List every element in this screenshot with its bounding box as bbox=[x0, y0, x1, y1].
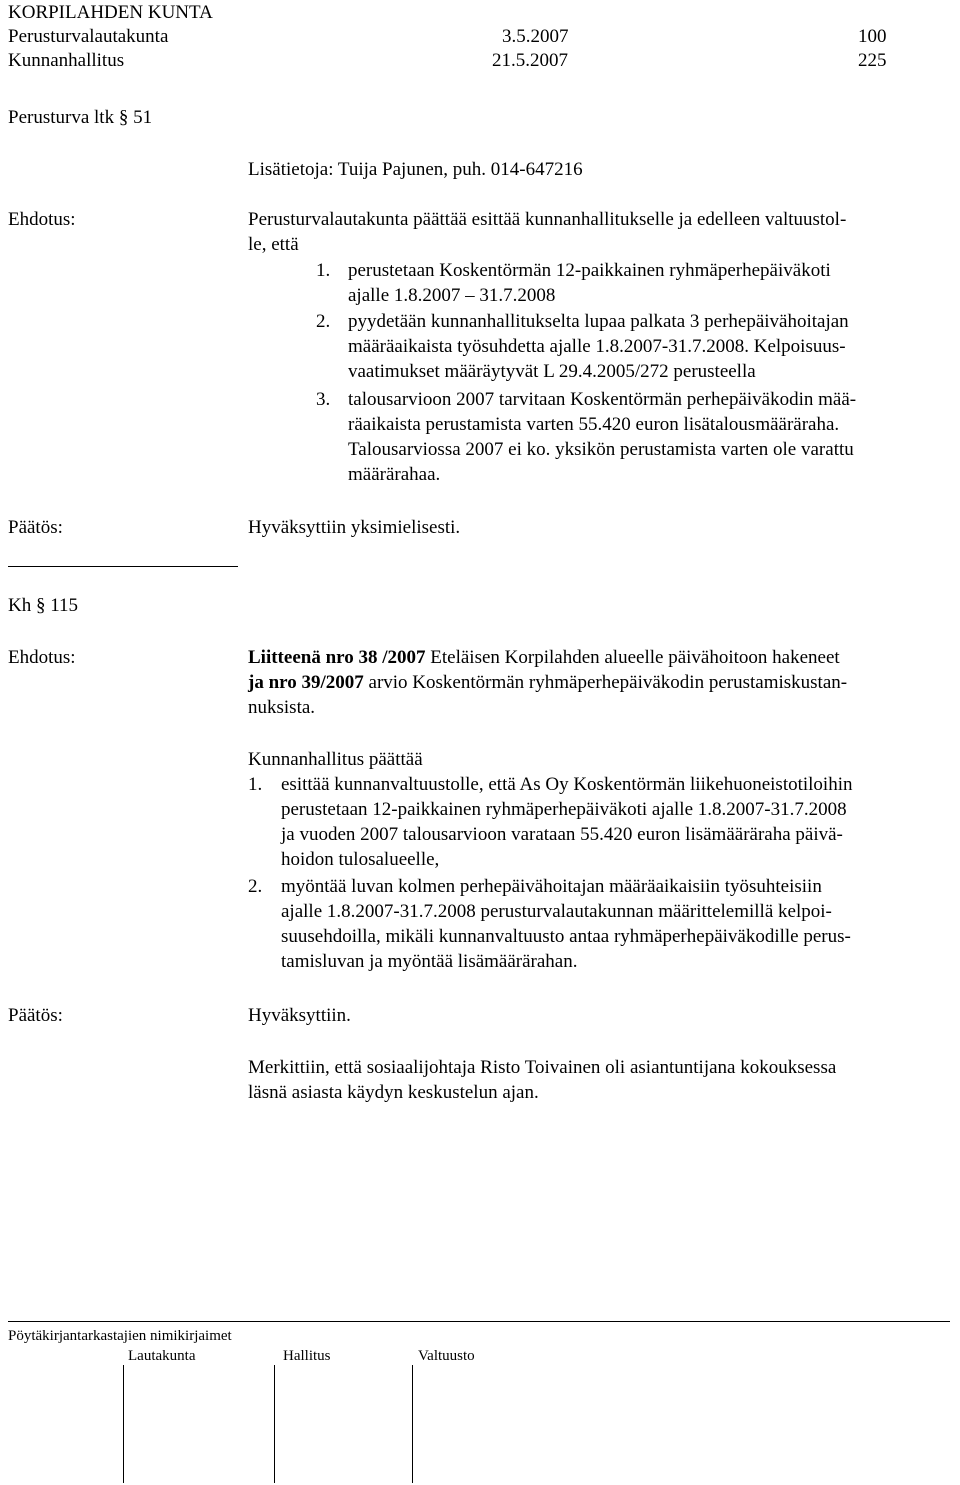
header-page-2: 225 bbox=[858, 50, 887, 71]
item-line: määräaikaista työsuhdetta ajalle 1.8.2007-31.7.2008. Kelpoisuus- bbox=[348, 336, 846, 357]
header-date-1: 3.5.2007 bbox=[502, 26, 569, 47]
item-line: ajalle 1.8.2007 – 31.7.2008 bbox=[348, 285, 556, 306]
item-line: hoidon tulosalueelle, bbox=[281, 849, 440, 870]
section2-attachment-line1 bbox=[248, 645, 840, 670]
section1-proposal-label: Ehdotus: bbox=[8, 209, 76, 230]
section2-attachment-line3: nuksista. bbox=[248, 697, 316, 718]
attachment-text: Eteläisen Korpilahden alueelle päivähoitoon hakeneet bbox=[425, 647, 840, 668]
section2-note-line1: Merkittiin, että sosiaalijohtaja Risto Toivainen oli asiantuntijana kokouksessa bbox=[248, 1057, 837, 1078]
header-body-1: Perusturvalautakunta bbox=[8, 26, 169, 47]
section1-decision-label: Päätös: bbox=[8, 517, 63, 538]
footer-col-lautakunta: Lautakunta bbox=[128, 1348, 196, 1364]
section2-decides-heading: Kunnanhallitus päättää bbox=[248, 749, 423, 770]
section2-proposal-label: Ehdotus: bbox=[8, 647, 76, 668]
attachment-ref-38: Liitteenä nro 38 /2007 bbox=[248, 647, 426, 668]
section2-note-line2: läsnä asiasta käydyn keskustelun ajan. bbox=[248, 1082, 539, 1103]
section2-attachment-line2 bbox=[248, 670, 847, 695]
item-number: 1. bbox=[248, 774, 263, 795]
section-divider bbox=[8, 566, 238, 567]
item-line: ajalle 1.8.2007-31.7.2008 perusturvalautakunnan määrittelemillä kelpoi- bbox=[281, 901, 832, 922]
item-line: pyydetään kunnanhallitukselta lupaa palkata 3 perhepäivähoitajan bbox=[348, 311, 849, 332]
item-line: perustetaan 12-paikkainen ryhmäperhepäiväkoti ajalle 1.8.2007-31.7.2008 bbox=[281, 799, 847, 820]
section1-decision: Hyväksyttiin yksimielisesti. bbox=[248, 517, 461, 538]
item-number: 2. bbox=[316, 311, 331, 332]
footer-col-valtuusto: Valtuusto bbox=[418, 1348, 475, 1364]
item-line: Talousarviossa 2007 ei ko. yksikön perustamista varten ole varattu bbox=[348, 439, 854, 460]
section1-proposal-intro-line2: le, että bbox=[248, 234, 299, 255]
header-body-2: Kunnanhallitus bbox=[8, 50, 125, 71]
section1-reference: Perusturva ltk § 51 bbox=[8, 107, 153, 128]
signature-box-divider bbox=[412, 1365, 413, 1483]
organization-name: KORPILAHDEN KUNTA bbox=[8, 2, 213, 23]
section2-item-1 bbox=[248, 772, 853, 872]
section2-item-2 bbox=[248, 874, 851, 974]
item-line: talousarvioon 2007 tarvitaan Koskentörmän perhepäiväkodin mää- bbox=[348, 389, 857, 410]
attachment-and: ja bbox=[248, 672, 264, 693]
item-number: 2. bbox=[248, 876, 263, 897]
section1-info: Lisätietoja: Tuija Pajunen, puh. 014-647216 bbox=[248, 159, 583, 180]
section2-decision-label: Päätös: bbox=[8, 1005, 63, 1026]
item-line: suusehdoilla, mikäli kunnanvaltuusto antaa ryhmäperhepäiväkodille perus- bbox=[281, 926, 851, 947]
attachment-ref-39: nro 39/2007 bbox=[268, 672, 364, 693]
item-line: vaatimukset määräytyvät L 29.4.2005/272 perusteella bbox=[348, 361, 756, 382]
footer-col-hallitus: Hallitus bbox=[283, 1348, 331, 1364]
item-number: 3. bbox=[316, 389, 331, 410]
section1-item-1 bbox=[316, 258, 831, 308]
section2-decision: Hyväksyttiin. bbox=[248, 1005, 351, 1026]
section2-reference: Kh § 115 bbox=[8, 595, 79, 616]
item-line: perustetaan Koskentörmän 12-paikkainen ryhmäperhepäiväkoti bbox=[348, 260, 831, 281]
signature-box-divider bbox=[274, 1365, 275, 1483]
item-line: esittää kunnanvaltuustolle, että As Oy Koskentörmän liikehuoneistotiloihin bbox=[281, 774, 853, 795]
footer-title: Pöytäkirjantarkastajien nimikirjaimet bbox=[8, 1328, 232, 1344]
section1-proposal-intro-line1: Perusturvalautakunta päättää esittää kunnanhallitukselle ja edelleen valtuustol- bbox=[248, 209, 847, 230]
attachment-text: arvio Koskentörmän ryhmäperhepäiväkodin perustamiskustan- bbox=[363, 672, 848, 693]
item-line: ja vuoden 2007 talousarvioon varataan 55.420 euron lisämääräraha päivä- bbox=[281, 824, 843, 845]
signature-box-divider bbox=[123, 1365, 124, 1483]
item-number: 1. bbox=[316, 260, 331, 281]
section1-item-3 bbox=[316, 387, 856, 487]
item-line: määrärahaa. bbox=[348, 464, 441, 485]
section1-item-2 bbox=[316, 309, 849, 384]
item-line: räaikaista perustamista varten 55.420 euron lisätalousmääräraha. bbox=[348, 414, 840, 435]
item-line: myöntää luvan kolmen perhepäivähoitajan määräaikaisiin työsuhteisiin bbox=[281, 876, 822, 897]
header-page-1: 100 bbox=[858, 26, 887, 47]
footer-rule bbox=[8, 1321, 950, 1322]
header-date-2: 21.5.2007 bbox=[492, 50, 568, 71]
item-line: tamisluvan ja myöntää lisämäärärahan. bbox=[281, 951, 578, 972]
